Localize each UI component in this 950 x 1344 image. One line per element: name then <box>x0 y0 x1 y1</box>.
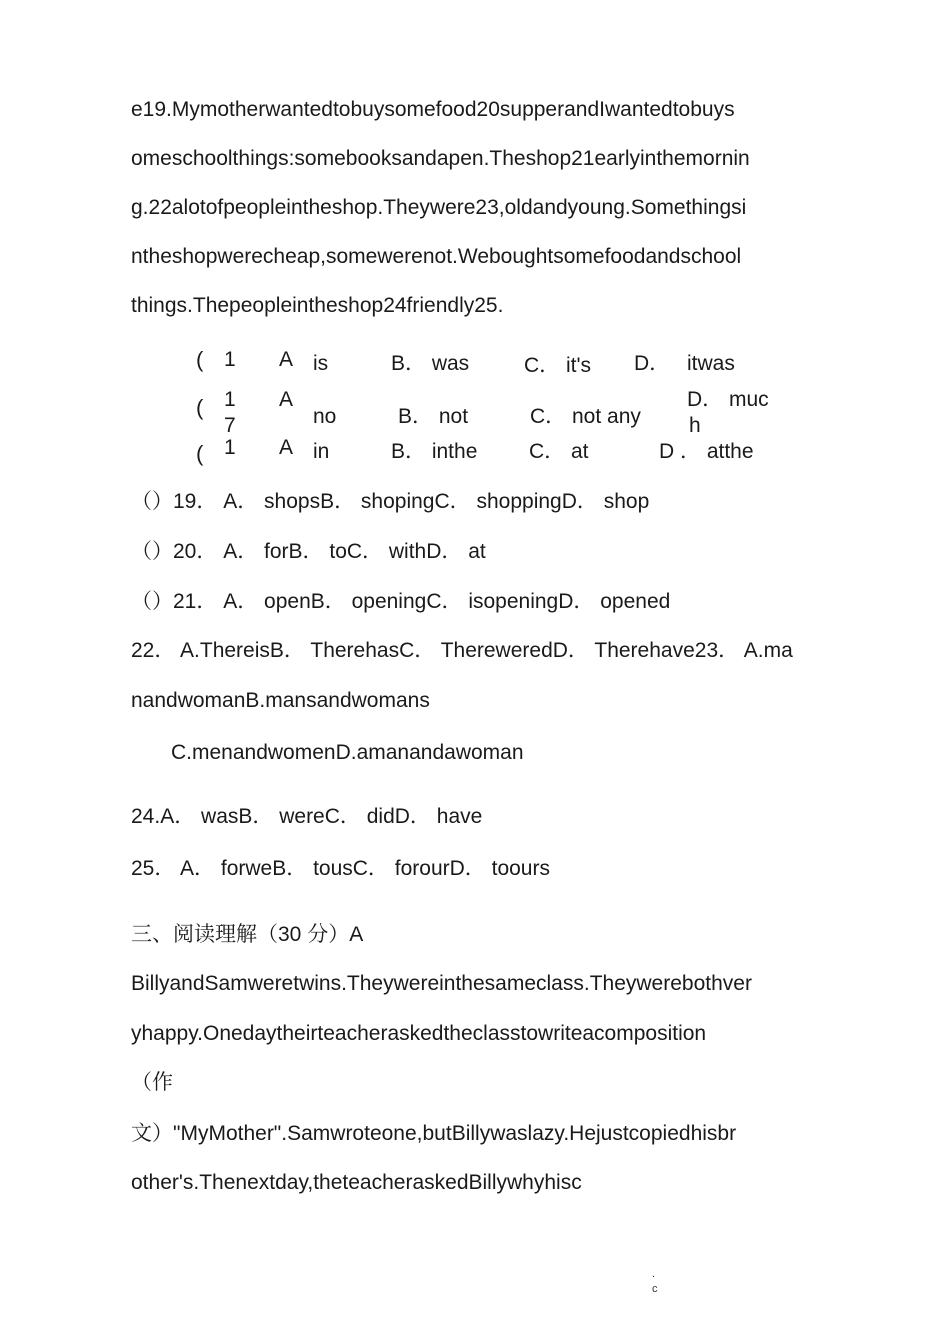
reading-line: 文）"MyMother".Samwroteone,butBillywaslazy.Hejustcopiedhisbr <box>131 1122 737 1145</box>
question-line: nandwomanB.mansandwomans <box>131 689 430 712</box>
section-heading: 三、阅读理解（30 分）A <box>131 923 364 946</box>
option-a: in <box>313 440 330 463</box>
question-line: C.menandwomenD.amanandawoman <box>171 741 524 764</box>
option-d: D． muc <box>687 388 769 411</box>
option-a-label: A <box>279 436 294 459</box>
passage-line: ntheshopwerecheap,somewerenot.Weboughtsomefoodandschool <box>131 245 742 268</box>
passage-line: g.22alotofpeopleintheshop.Theywere23,oldandyoung.Somethingsi <box>131 196 747 219</box>
reading-line: other's.Thenextday,theteacheraskedBillywhyhisc <box>131 1171 582 1194</box>
footer-letter: c <box>652 1283 658 1295</box>
question-line: （）21． A． openB． openingC． isopeningD． opened <box>131 590 671 613</box>
option-d-overflow: h <box>689 414 701 432</box>
reading-line: BillyandSamweretwins.Theywereinthesameclass.Theywerebothver <box>131 972 752 995</box>
reading-line: （作 <box>131 1071 173 1094</box>
question-line: （）19． A． shopsB． shopingC． shoppingD． shop <box>131 490 650 513</box>
row-number: 1 <box>224 348 236 371</box>
passage-line: e19.Mymotherwantedtobuysomefood20supperandIwantedtobuys <box>131 98 735 121</box>
option-a-label: A <box>279 348 294 371</box>
option-a: is <box>313 352 329 375</box>
question-line: 25． A． forweB． tousC． forourD． toours <box>131 857 550 880</box>
question-line: 22． A.ThereisB． TherehasC． ThereweredD． Therehave23． A.ma <box>131 639 793 662</box>
option-d: D ． atthe <box>659 440 754 463</box>
option-a-label: A <box>279 388 294 411</box>
passage-line: things.Thepeopleintheshop24friendly25. <box>131 294 504 317</box>
option-b: B． was <box>391 352 470 375</box>
passage-line: omeschoolthings:somebooksandapen.Theshop21earlyinthemornin <box>131 147 750 170</box>
row-paren: ( <box>196 347 204 372</box>
question-line: （）20． A． forB． toC． withD． at <box>131 540 486 563</box>
row-number-second: 7 <box>224 414 236 432</box>
option-b: B． not <box>398 405 469 428</box>
row-number: 1 <box>224 436 236 459</box>
reading-line: yhappy.Onedaytheirteacheraskedtheclasstowriteacomposition <box>131 1022 707 1045</box>
row-number: 1 <box>224 388 236 411</box>
footer-dot: . <box>652 1268 656 1280</box>
question-line: 24.A． wasB． wereC． didD． have <box>131 805 483 828</box>
option-d-label: D． <box>634 352 671 375</box>
option-c: C． at <box>529 440 589 463</box>
option-c: C． not any <box>530 405 641 428</box>
row-paren: ( <box>196 441 204 466</box>
option-b: B． inthe <box>391 440 478 463</box>
option-d: itwas <box>687 352 735 375</box>
option-a: no <box>313 405 337 428</box>
row-paren: ( <box>196 395 204 420</box>
option-c: C． it's <box>524 354 592 377</box>
